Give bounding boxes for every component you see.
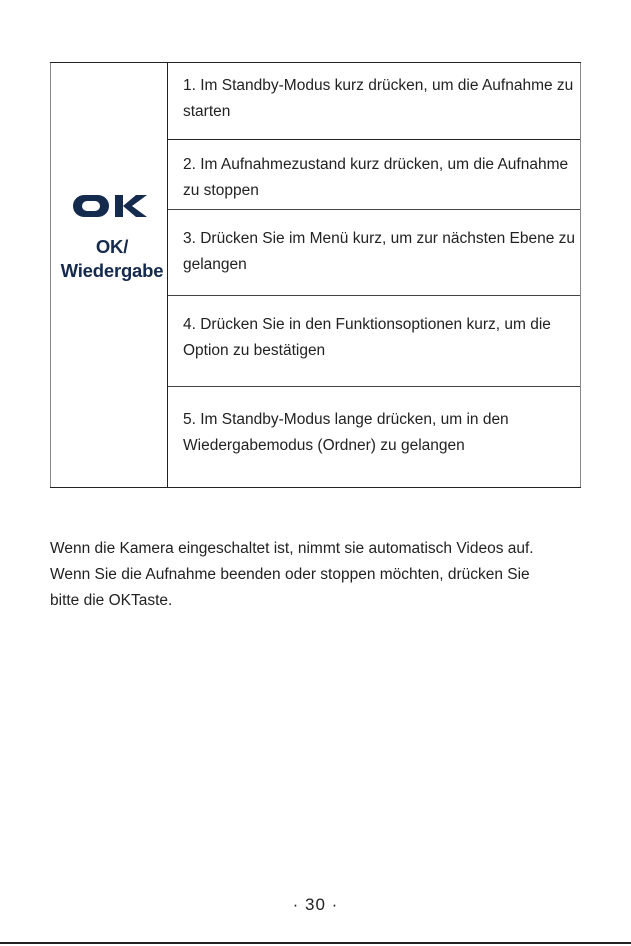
function-row-3: 3. Drücken Sie im Menü kurz, um zur nächsten Ebene zu gelangen — [168, 210, 581, 296]
button-function-table — [50, 62, 581, 488]
function-row-1: 1. Im Standby-Modus kurz drücken, um die Aufnahme zu starten — [168, 63, 581, 140]
function-row-2: 2. Im Aufnahmezustand kurz drücken, um die Aufnahme zu stoppen — [168, 140, 581, 210]
button-cell — [50, 63, 168, 487]
note-line: Wenn die Kamera eingeschaltet ist, nimmt sie automatisch Videos auf. — [50, 540, 534, 557]
button-name: OK/ Wiedergabe — [60, 236, 164, 281]
page-number: · 30 · — [292, 895, 339, 914]
table-right-border — [580, 63, 581, 487]
auto-record-note — [50, 536, 580, 614]
function-row-5: 5. Im Standby-Modus lange drücken, um in den Wiedergabemodus (Ordner) zu gelangen — [183, 411, 509, 454]
function-list — [168, 63, 581, 487]
function-row-4: 4. Drücken Sie in den Funktionsoptionen kurz, um die Option zu bestätigen — [168, 296, 581, 387]
note-line: Wenn Sie die Aufnahme beenden oder stoppen möchten, drücken Sie — [50, 566, 530, 583]
ok-button-icon — [72, 193, 148, 219]
note-line: bitte die OKTaste. — [50, 592, 173, 609]
bottom-divider — [0, 942, 631, 944]
